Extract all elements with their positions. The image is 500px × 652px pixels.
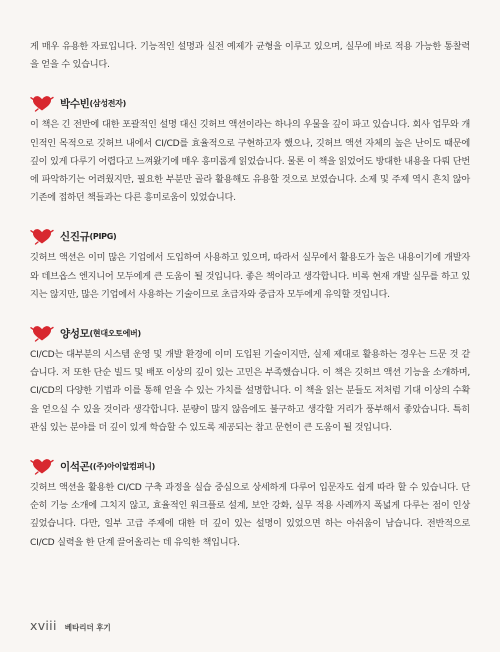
reviewer-affiliation: (현대오토에버) (89, 328, 141, 338)
review-block (30, 457, 470, 552)
review-text: 이 책은 긴 전반에 대한 포괄적인 설명 대신 깃허브 액션이라는 하나의 우물을 깊이 파고 있습니다. 회사 업무와 개인적인 목적으로 깃허브 내에서 CI/CD를 효율적으로 구현하고자 했으나, 깃허브 액션 자체의 높은 난이도 때문에 깊이 있게 다루기 어렵다고 느껴왔기에 매우 흥미롭게 읽었습니다. 물론 이 책을 읽었어도 방대한 내용을 다뤄 단번에 파악하기는 어려웠지만, 필요한 부분만 골라 활용해도 유용할 것으로 보였습니다. 소제 및 주제 역시 흔치 않아 기존에 접하던 책들과는 다른 흥미로움이 있었습니다. (30, 119, 470, 204)
review-block (30, 227, 470, 304)
reviewer-name: 양성모 (60, 327, 90, 340)
reviewer-name: 이석곤 (60, 460, 90, 473)
reviewer-affiliation: ((주)아이알컴퍼니) (89, 461, 155, 471)
reviewer-name: 박수빈 (60, 97, 90, 110)
page-number: xviii (30, 618, 57, 633)
heart-icon (30, 457, 54, 475)
reviewer-affiliation: (PIPG) (89, 231, 117, 241)
reviewer-header (30, 457, 470, 475)
page-content (30, 38, 470, 552)
page-footer (30, 618, 111, 633)
heart-icon (30, 94, 54, 112)
reviewer-affiliation: (삼성전자) (89, 98, 126, 108)
heart-icon (30, 324, 54, 342)
intro-paragraph: 게 매우 유용한 자료입니다. 기능적인 설명과 실전 예제가 균형을 이루고 있으며, 실무에 바로 적용 가능한 통찰력을 얻을 수 있습니다. (30, 41, 470, 71)
section-title: 베타리더 후기 (64, 623, 111, 632)
review-text: 깃허브 액션은 이미 많은 기업에서 도입하여 사용하고 있으며, 따라서 실무에서 활용도가 높은 내용이기에 개발자와 데브옵스 엔지니어 모두에게 큰 도움이 될 것입니다. 좋은 책이라고 생각합니다. 비록 현재 개발 실무를 하고 있지는 않지만, 많은 기업에서 사용하는 기술이므로 초급자와 중급자 모두에게 유익할 것입니다. (30, 252, 470, 300)
reviewer-name: 신진규 (60, 230, 90, 243)
review-block (30, 94, 470, 207)
reviewer-header (30, 324, 470, 342)
review-block (30, 324, 470, 437)
heart-icon (30, 227, 54, 245)
review-text: 깃허브 액션을 활용한 CI/CD 구축 과정을 실습 중심으로 상세하게 다루어 입문자도 쉽게 따라 할 수 있습니다. 단순히 기능 소개에 그치지 않고, 효율적인 워크플로 설계, 보안 강화, 실무 적용 사례까지 폭넓게 다루는 점이 인상 깊었습니다. 다만, 일부 고급 주제에 대한 더 깊이 있는 설명이 있었으면 하는 아쉬움이 남습니다. 전반적으로 CI/CD 실력을 한 단계 끌어올리는 데 유익한 책입니다. (30, 482, 470, 548)
reviewer-header (30, 94, 470, 112)
reviewer-header (30, 227, 470, 245)
review-text: CI/CD는 대부분의 시스템 운영 및 개발 환경에 이미 도입된 기술이지만, 실제 제대로 활용하는 경우는 드문 것 같습니다. 저 또한 단순 빌드 및 배포 이상의 깊이 있는 고민은 부족했습니다. 이 책은 깃허브 액션 기능을 소개하며, CI/CD의 다양한 기법과 이를 통해 얻을 수 있는 가치를 설명합니다. 이 책을 읽는 분들도 저처럼 기대 이상의 수확을 얻으실 수 있을 것이라 생각합니다. 분량이 많지 않음에도 불구하고 생각할 거리가 풍부해서 좋았습니다. 특히 관심 있는 분야를 더 깊이 있게 학습할 수 있도록 제공되는 참고 문헌이 큰 도움이 될 것입니다. (30, 349, 470, 433)
